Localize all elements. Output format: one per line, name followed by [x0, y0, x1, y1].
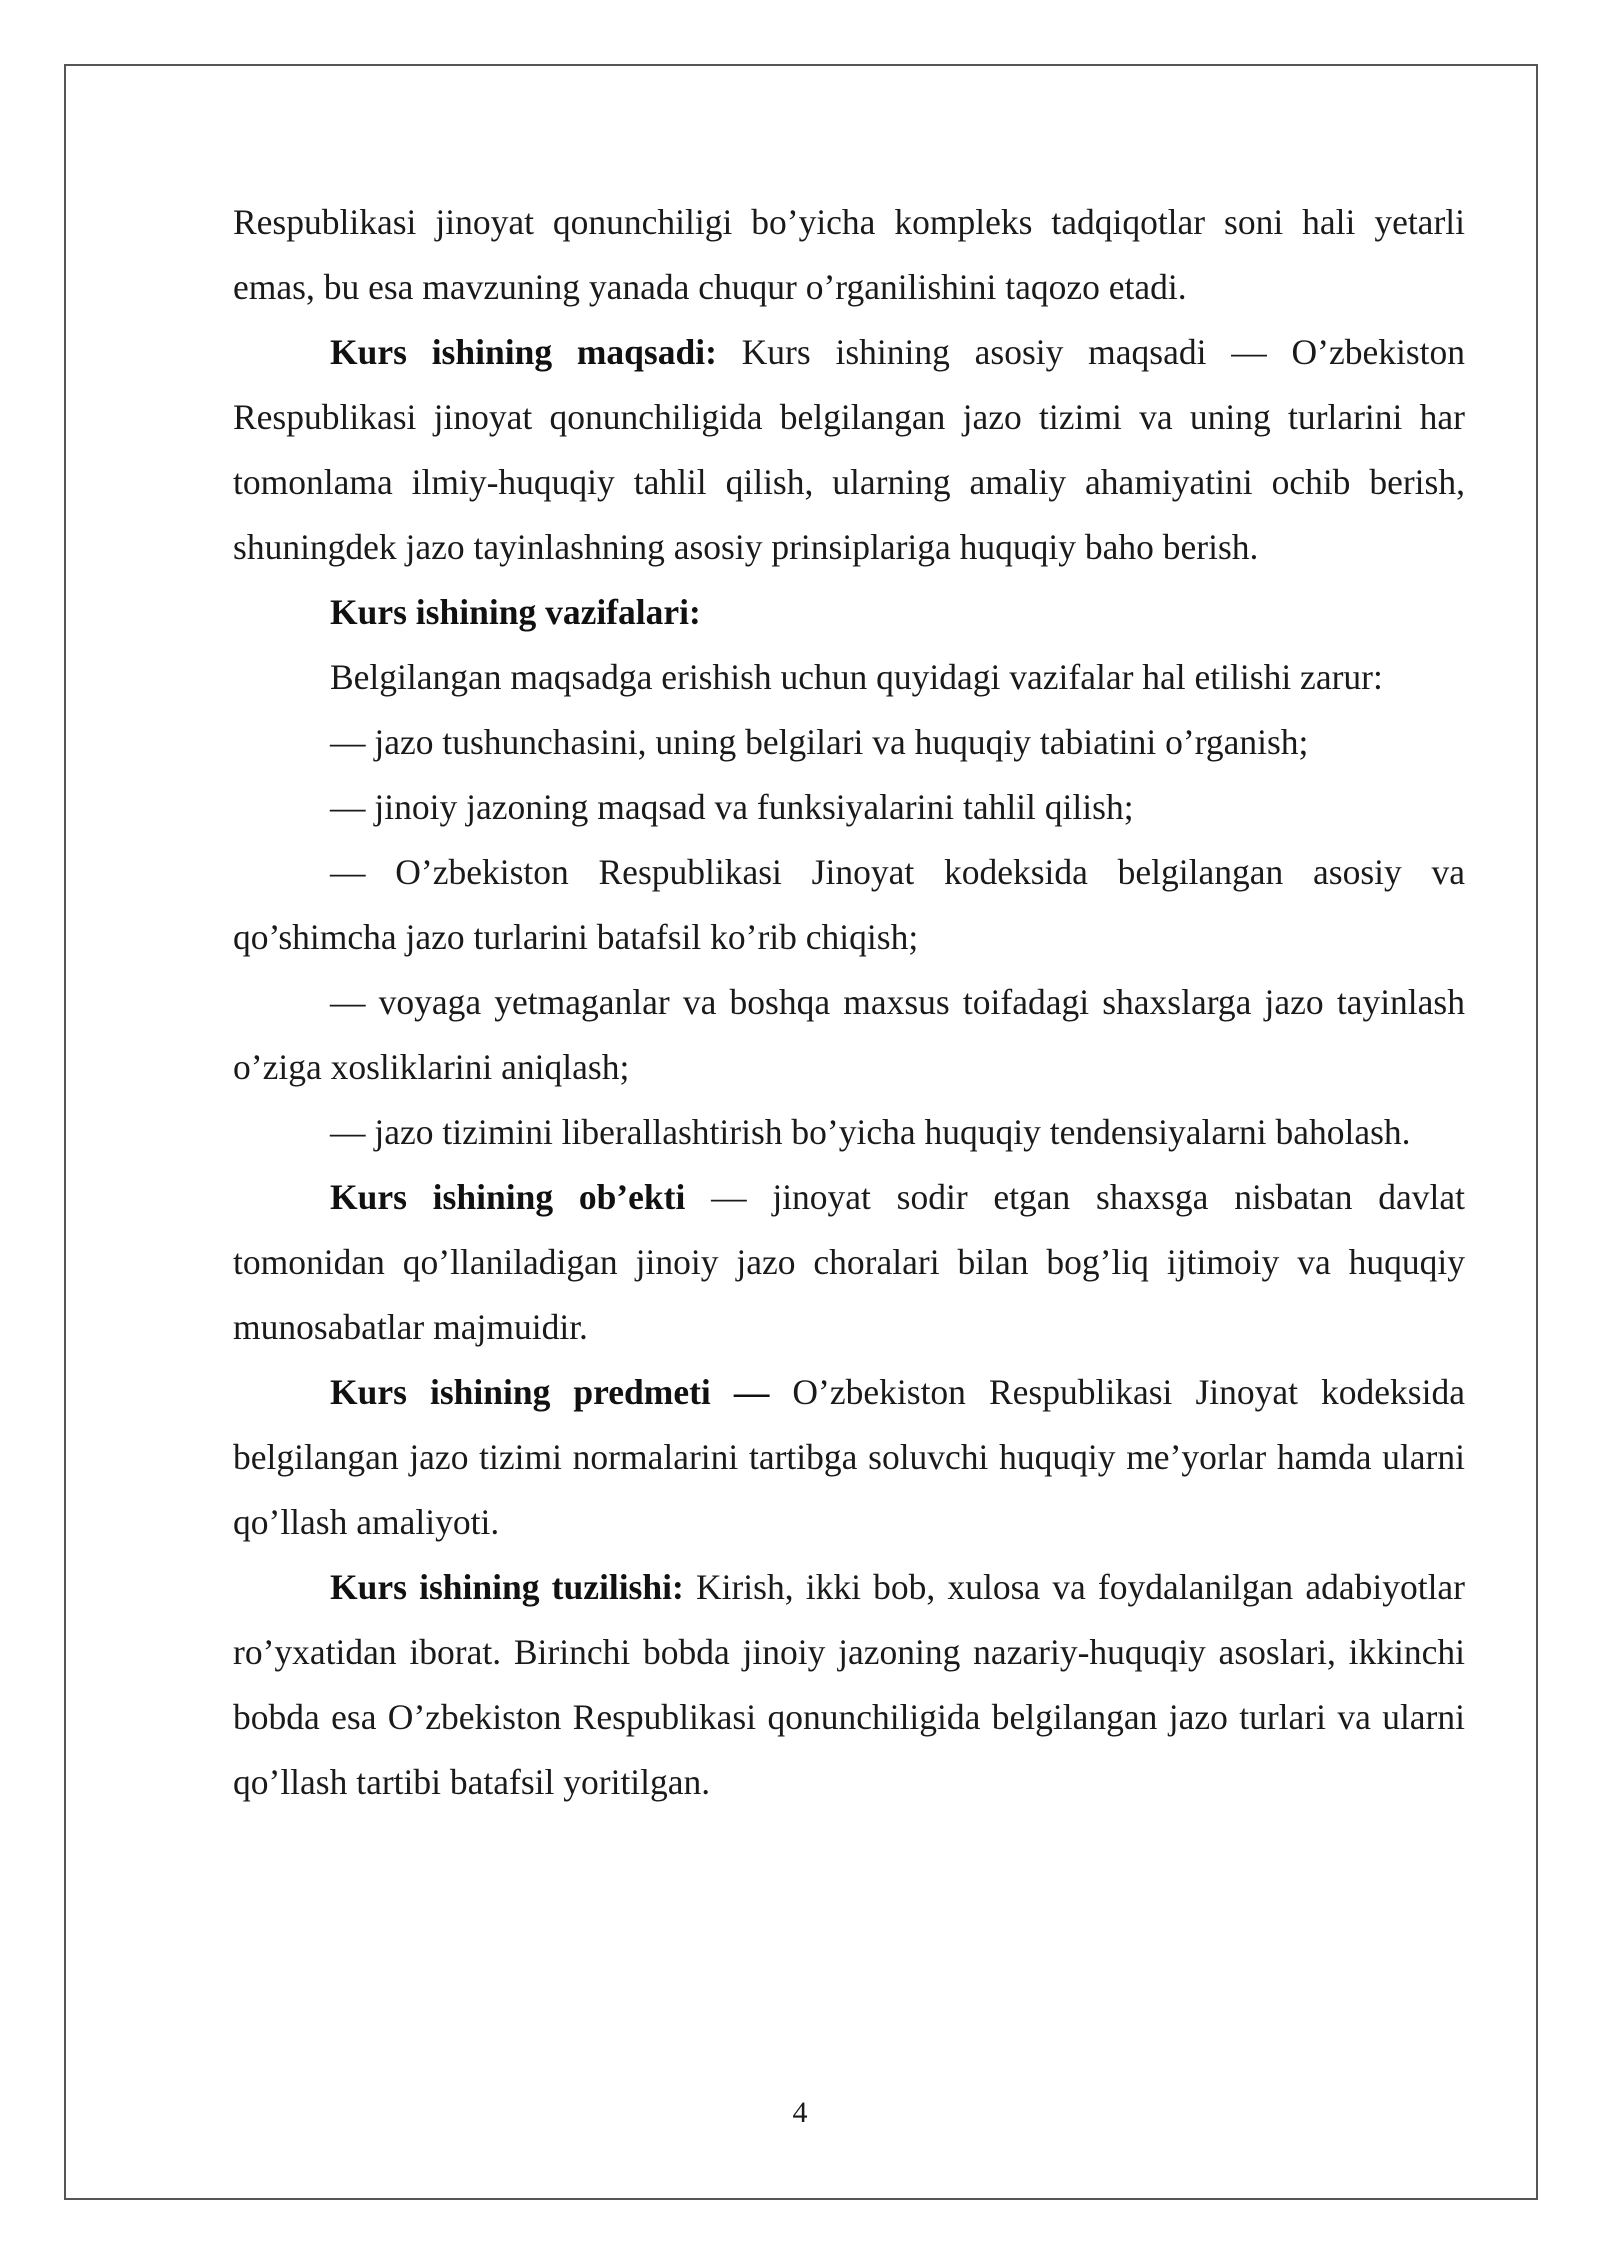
task-item: — voyaga yetmaganlar va boshqa maxsus toifadagi shaxslarga jazo tayinlash o’ziga xosliklarini aniqlash; [233, 982, 1465, 1087]
paragraph-intro-continuation: Respublikasi jinoyat qonunchiligi bo’yicha kompleks tadqiqotlar soni hali yetarli emas, bu esa mavzuning yanada chuqur o’rganilishini taqozo etadi. [233, 202, 1465, 307]
paragraph-tasks-heading [233, 580, 1465, 645]
paragraph-object: Kurs ishining ob’ekti — jinoyat sodir etgan shaxsga nisbatan davlat tomonidan qo’llaniladigan jinoiy jazo choralari bilan bog’liq ijtimoiy va huquqiy munosabatlar majmuidir. [233, 1177, 1465, 1347]
heading-structure: Kurs ishining tuzilishi: [330, 1567, 684, 1607]
heading-subject: Kurs ishining predmeti — [330, 1372, 770, 1412]
task-item: — jinoiy jazoning maqsad va funksiyalarini tahlil qilish; [330, 787, 1134, 827]
heading-goal: Kurs ishining maqsadi: [330, 332, 717, 372]
task-item: — O’zbekiston Respublikasi Jinoyat kodeksida belgilangan asosiy va qo’shimcha jazo turlarini batafsil ko’rib chiqish; [233, 852, 1465, 957]
heading-tasks: Kurs ishining vazifalari: [330, 592, 701, 632]
paragraph-subject: Kurs ishining predmeti — O’zbekiston Respublikasi Jinoyat kodeksida belgilangan jazo tizimi normalarini tartibga soluvchi huquqiy me’yorlar hamda ularni qo’llash amaliyoti. [233, 1372, 1465, 1542]
task-item: — jazo tizimini liberallashtirish bo’yicha huquqiy tendensiyalarni baholash. [330, 1112, 1411, 1152]
heading-object: Kurs ishining ob’ekti [330, 1177, 686, 1217]
paragraph-goal: Kurs ishining maqsadi: Kurs ishining asosiy maqsadi — O’zbekiston Respublikasi jinoyat qonunchiligida belgilangan jazo tizimi va uning turlarini har tomonlama ilmiy-huquqiy tahlil qilish, ularning amaliy ahamiyatini ochib berish, shuningdek jazo tayinlashning asosiy prinsiplariga huquqiy baho berish. [233, 332, 1465, 567]
document-body [233, 190, 1465, 1815]
page-number: 4 [792, 2096, 808, 2129]
task-item: — jazo tushunchasini, uning belgilari va huquqiy tabiatini o’rganish; [330, 722, 1309, 762]
paragraph-structure: Kurs ishining tuzilishi: Kirish, ikki bob, xulosa va foydalanilgan adabiyotlar ro’yxatidan iborat. Birinchi bobda jinoiy jazoning nazariy-huquqiy asoslari, ikkinchi bobda esa O’zbekiston Respublikasi qonunchiligida belgilangan jazo turlari va ularni qo’llash tartibi batafsil yoritilgan. [233, 1567, 1466, 1802]
paragraph-tasks-intro: Belgilangan maqsadga erishish uchun quyidagi vazifalar hal etilishi zarur: [330, 657, 1383, 697]
